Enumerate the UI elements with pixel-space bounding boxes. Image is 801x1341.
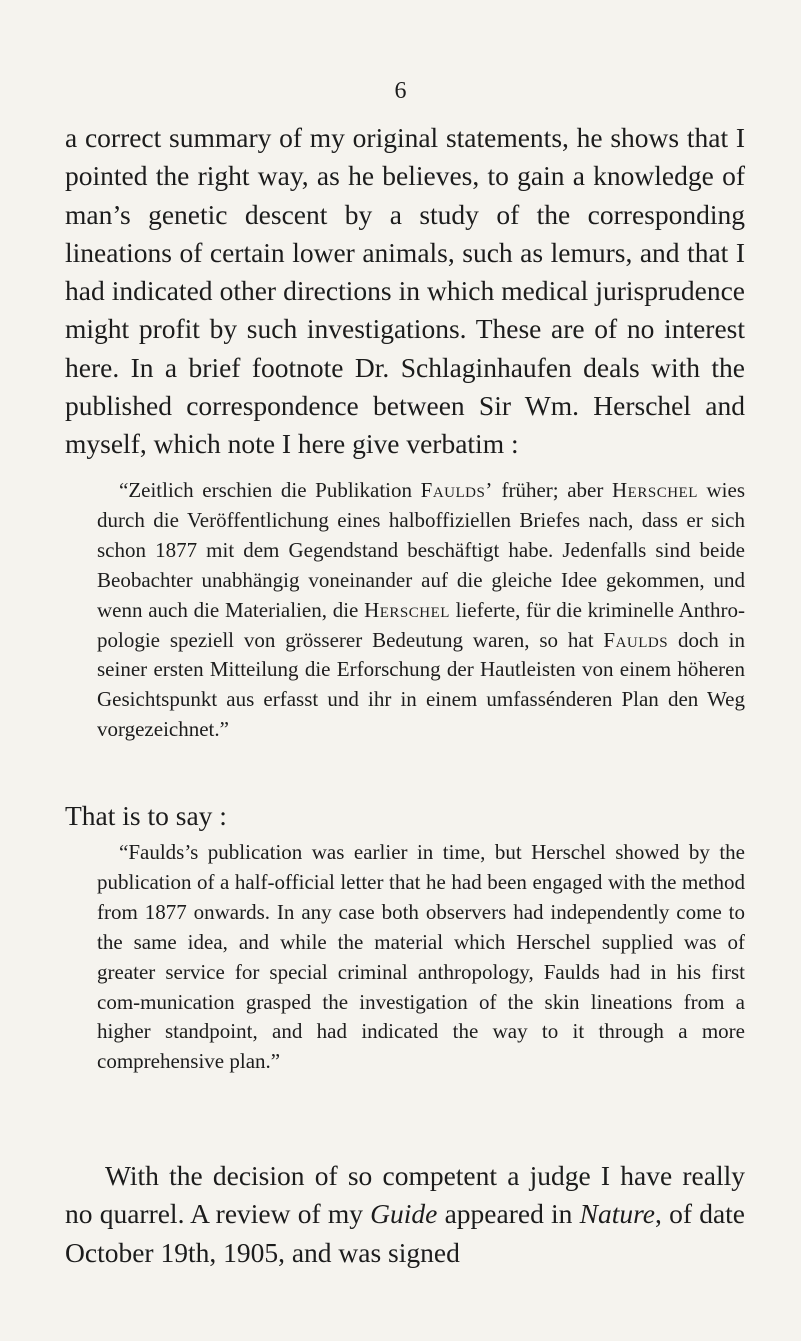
page-number: 6 [394, 78, 407, 104]
quote-text: früher; aber [492, 478, 613, 502]
author-name-faulds: Faulds [603, 627, 669, 652]
english-translation-quotation: “Faulds’s publication was earlier in time, but Herschel showed by the publication of a half-official letter that he had been engaged with the method from 1877 onwards. In any case both observers had independently come to the same idea, and while the material which Herschel supplied was of greater service for special criminal anthropology, Faulds had in his first com-munication grasped the investigation of the skin lineations from a higher standpoint, and had indicated the way to it through a more comprehensive plan.” [97, 840, 745, 1074]
body-paragraph-2: That is to say : [65, 800, 227, 831]
paragraph-text: , of date October 19th, 1905, and was signed [65, 1198, 746, 1268]
quote-text: “Zeitlich erschien die Publikation [119, 478, 421, 502]
paragraph-text: With the decision of so competent a judge I have really no quarrel. A review of my [65, 1160, 745, 1230]
book-title-guide: Guide [370, 1198, 438, 1230]
german-quotation [97, 476, 745, 745]
quote-text: doch in seiner ersten Mitteilung die Erforschung der Hautleisten von einem höheren Gesichtspunkt aus erfasst und ihr in einem umfassénderen Plan den Weg vorgezeichnet.” [97, 627, 745, 742]
quote-text: wies durch die Veröffentlichung eines halboffiziellen Briefes nach, dass er sich schon 1877 mit dem Gegendstand beschäftigt habe. Jedenfalls sind beide Beobachter unabhängig voneinander auf die gleiche Idee gekommen, und wenn auch die Materialien, die [97, 478, 745, 622]
author-name-herschel: Herschel [612, 478, 698, 502]
paragraph-text: appeared in [437, 1198, 580, 1230]
quote-text: lieferte, für die kriminelle Anthro-pologie speziell von grösserer Bedeutung waren, so hat [97, 597, 745, 652]
journal-title-nature: Nature [579, 1198, 656, 1230]
author-name-faulds: Faulds’ [420, 478, 493, 502]
body-paragraph-3 [65, 1157, 745, 1272]
body-paragraph-1: a correct summary of my original statements, he shows that I pointed the right way, as he believes, to gain a knowledge of man’s genetic descent by a study of the corresponding lineations of certain lower animals, such as lemurs, and that I had indicated other directions in which medical jurisprudence might profit by such investigations. These are of no interest here. In a brief footnote Dr. Schlaginhaufen deals with the published correspondence between Sir Wm. Herschel and myself, which note I here give verbatim : [65, 122, 745, 460]
author-name-herschel: Herschel [364, 597, 450, 622]
